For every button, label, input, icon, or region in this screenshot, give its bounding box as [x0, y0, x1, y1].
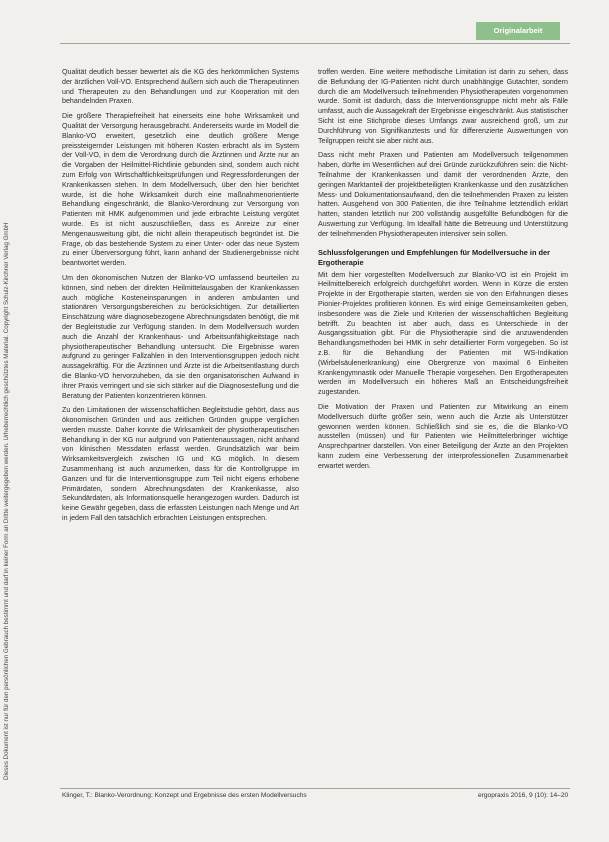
body-paragraph: Dass nicht mehr Praxen und Patienten am Modellversuch teilgenommen haben, dürfte im Wesentlichen auf drei Gründe zurückzuführen sein: die Nicht-Teilnahme der Krankenkassen und damit der verordnenden Ärzte, den geringen Marktanteil der projektbeteiligten Krankenkasse und den zusätzlichen Mess- und Dokumentationsaufwand, den die teilnehmenden Praxen zu leisten hatten. Ausgehend von 300 Patienten, die ihre Teilnahme letztendlich erklärt hatten, standen letztlich nur 200 vollständig ausgefüllte Befundbögen für die Auswertung zur Verfügung. Im Idealfall hätte die Betreuung und Unterstützung der teilnehmenden Physiotherapeuten intensiver sein sollen.: [318, 151, 568, 238]
body-paragraph: Die Motivation der Praxen und Patienten zur Mitwirkung an einem Modellversuch dürfte größer sein, wenn auch die Ärzte als Unterstützer gewonnen werden können. Schließlich sind sie es, die die Blanko-VO ausstellen (müssen) und für Patienten wie Heilmittelerbringer wichtige Ansprechpartner darstellen. Von einer Beteiligung der Ärzte an den Projekten kann zudem eine Verbesserung der interprofessionellen Zusammenarbeit erwartet werden.: [318, 402, 568, 470]
left-column: [62, 68, 299, 788]
footer-rule: [60, 788, 570, 789]
right-column: [318, 68, 568, 788]
body-paragraph: Die größere Therapiefreiheit hat einerseits eine hohe Wirksamkeit und Qualität der Versorgung herausgebracht. Andererseits wurde im Modell die Blanko-VO erweitert, gesetzlich eine deutlich größere Menge preissteigernder Leistungen mit höheren Kosten erbracht als im System der Voll-VO, in dem die Verordnung durch die Ärztinnen und Ärzte nur an die Vorgaben der Heilmittel-Richtlinie gebunden sind, sondern auch nicht zum Erfolg von Wirtschaftlichkeitsprüfungen und Regressforderungen der Krankenkassen stehen. In dem Modellversuch, über den hier berichtet wurde, ist die hohe Wirksamkeit durch eine maßnahmenorientierte Behandlung eingeschränkt, die Blanko-Verordnung zur Versorgung von Patienten mit HMK aufgenommen und jede erbrachte Leistung vergütet wurde. Es ist nicht auszuschließen, dass es Anreize zur einer Mengenausweitung gibt, die nicht allein therapeutisch begründet ist. Die Frage, ob das bestehende System zu einer Unter- oder das neue System zu einer Überversorgung führt, kann anhand der Studienergebnisse nicht beantwortet werden.: [62, 112, 299, 268]
section-badge: Originalarbeit: [476, 22, 560, 40]
header-rule: [60, 43, 570, 44]
body-paragraph: Um den ökonomischen Nutzen der Blanko-VO umfassend beurteilen zu können, sind neben der direkten Heilmittelausgaben der Krankenkassen auch mögliche Kosteneinsparungen in anderen ambulanten und stationären Versorgungsbereichen zu berücksichtigen. Zur detaillierten Einschätzung wäre diagnosebezogene Abrechnungsdaten benötigt, die mit der Begleitstudie zur Verfügung standen. In dem Modellversuch wurden auch die Anzahl der Krankenhaus- und Arbeitsunfähigkeitstage nach physiotherapeutischer Behandlung untersucht. Die Ergebnisse waren aufgrund zu geringer Fallzahlen in den Interventionsgruppen jedoch nicht aussagekräftig. Für die Ärztinnen und Ärzte ist die Arbeitsentlastung durch die Blanko-VO hervorzuheben, da sie den organisatorischen Aufwand in ihrer Praxis verringert und sie sich stärker auf die Diagnosestellung und die Beratung der Patienten konzentrieren können.: [62, 273, 299, 400]
copyright-side-note: Dieses Dokument ist nur für den persönlichen Gebrauch bestimmt und darf in keiner Form an Dritte weitergegeben werden. Urheberrechtlich geschütztes Material. Copyright Schulz-Kirchner Verlag GmbH: [3, 222, 10, 780]
body-paragraph: Mit dem hier vorgestellten Modellversuch zur Blanko-VO ist ein Projekt im Heilmittelbereich erfolgreich durchgeführt worden. Wenn in Kürze die ersten Projekte in der Ergotherapie starten, werden sie von den Erfahrungen dieses Pionier-Projektes profitieren können. Es wird einige Gemeinsamkeiten geben, insbesondere was die Ziele und Kriterien der wissenschaftlichen Begleitung betrifft. Zu beachten ist aber auch, dass es Unterschiede in der Ausgangssituation gibt. Für die Physiotherapie sind die anzuwendenden Behandlungsmethoden bei HMK in sehr detaillierter Form vorgegeben. So ist z.B. für die Behandlung der Patienten mit WS-Indikation (Wirbelsäulenerkrankung) eine Obergrenze von maximal 6 Einheiten Krankengymnastik oder Manuelle Therapie vorgesehen. Den Ergotherapeuten werden im Modellversuch ein höheres Maß an Entscheidungsfreiheit zugestanden.: [318, 270, 568, 397]
body-paragraph: Qualität deutlich besser bewertet als die KG des herkömmlichen Systems der ärztlichen Voll-VO. Entsprechend äußern sich auch die Therapeutinnen und Therapeuten zu den Behandlungen und zur Kooperation mit den behandelnden Praxen.: [62, 68, 299, 106]
body-paragraph: Zu den Limitationen der wissenschaftlichen Begleitstudie gehört, dass aus ökonomischen Gründen und aus zeitlichen Gründen gruppe verglichen werden musste. Daher konnte die Wirksamkeit der physiotherapeutischen Behandlung in der KG nur aufgrund von Patientenaussagen, nicht anhand von klinischen Messdaten erfasst werden. Grundsätzlich war beim Wirksamkeitsvergleich zwischen IG und KG möglich. In diesem Zusammenhang ist auch anzumerken, dass für die Kontrollgruppe im Ganzen und für die Interventionsgruppe zum Teil nicht eigens erhobene Primärdaten, sondern Abrechnungsdaten der Krankenkasse, also Sekundärdaten, als Informationsquelle herangezogen wurden. Dadurch ist keine Gewähr gegeben, dass die erfassten Leistungen nach Menge und Art in jedem Fall den tatsächlich erbrachten Leistungen entsprechen.: [62, 406, 299, 523]
section-heading: Schlussfolgerungen und Empfehlungen für Modellversuche in der Ergotherapie: [318, 247, 551, 267]
footer-citation: Klinger, T.: Blanko-Verordnung: Konzept und Ergebnisse des ersten Modellversuchs: [62, 792, 307, 799]
body-paragraph: troffen werden. Eine weitere methodische Limitation ist darin zu sehen, dass die Befundung der IG-Patienten nicht durch unabhängige Gutachter, sondern durch die am Modellversuch teilnehmenden Physiotherapeuten vorgenommen wurde. Somit ist dadurch, dass die Interventionsgruppe nicht mehr als Fälle umfasst, auch die Aussagekraft der Ergebnisse eingeschränkt. Aus statistischer Sicht ist eine Stichprobe dieses Umfangs zwar ausreichend groß, um zur Durchführung von Signifikanztests und für differenzierte Auswertungen von Teilgruppen reicht sie aber nicht aus.: [318, 68, 568, 145]
footer-journal-info: ergopraxis 2016, 9 (10): 14–20: [478, 792, 569, 799]
